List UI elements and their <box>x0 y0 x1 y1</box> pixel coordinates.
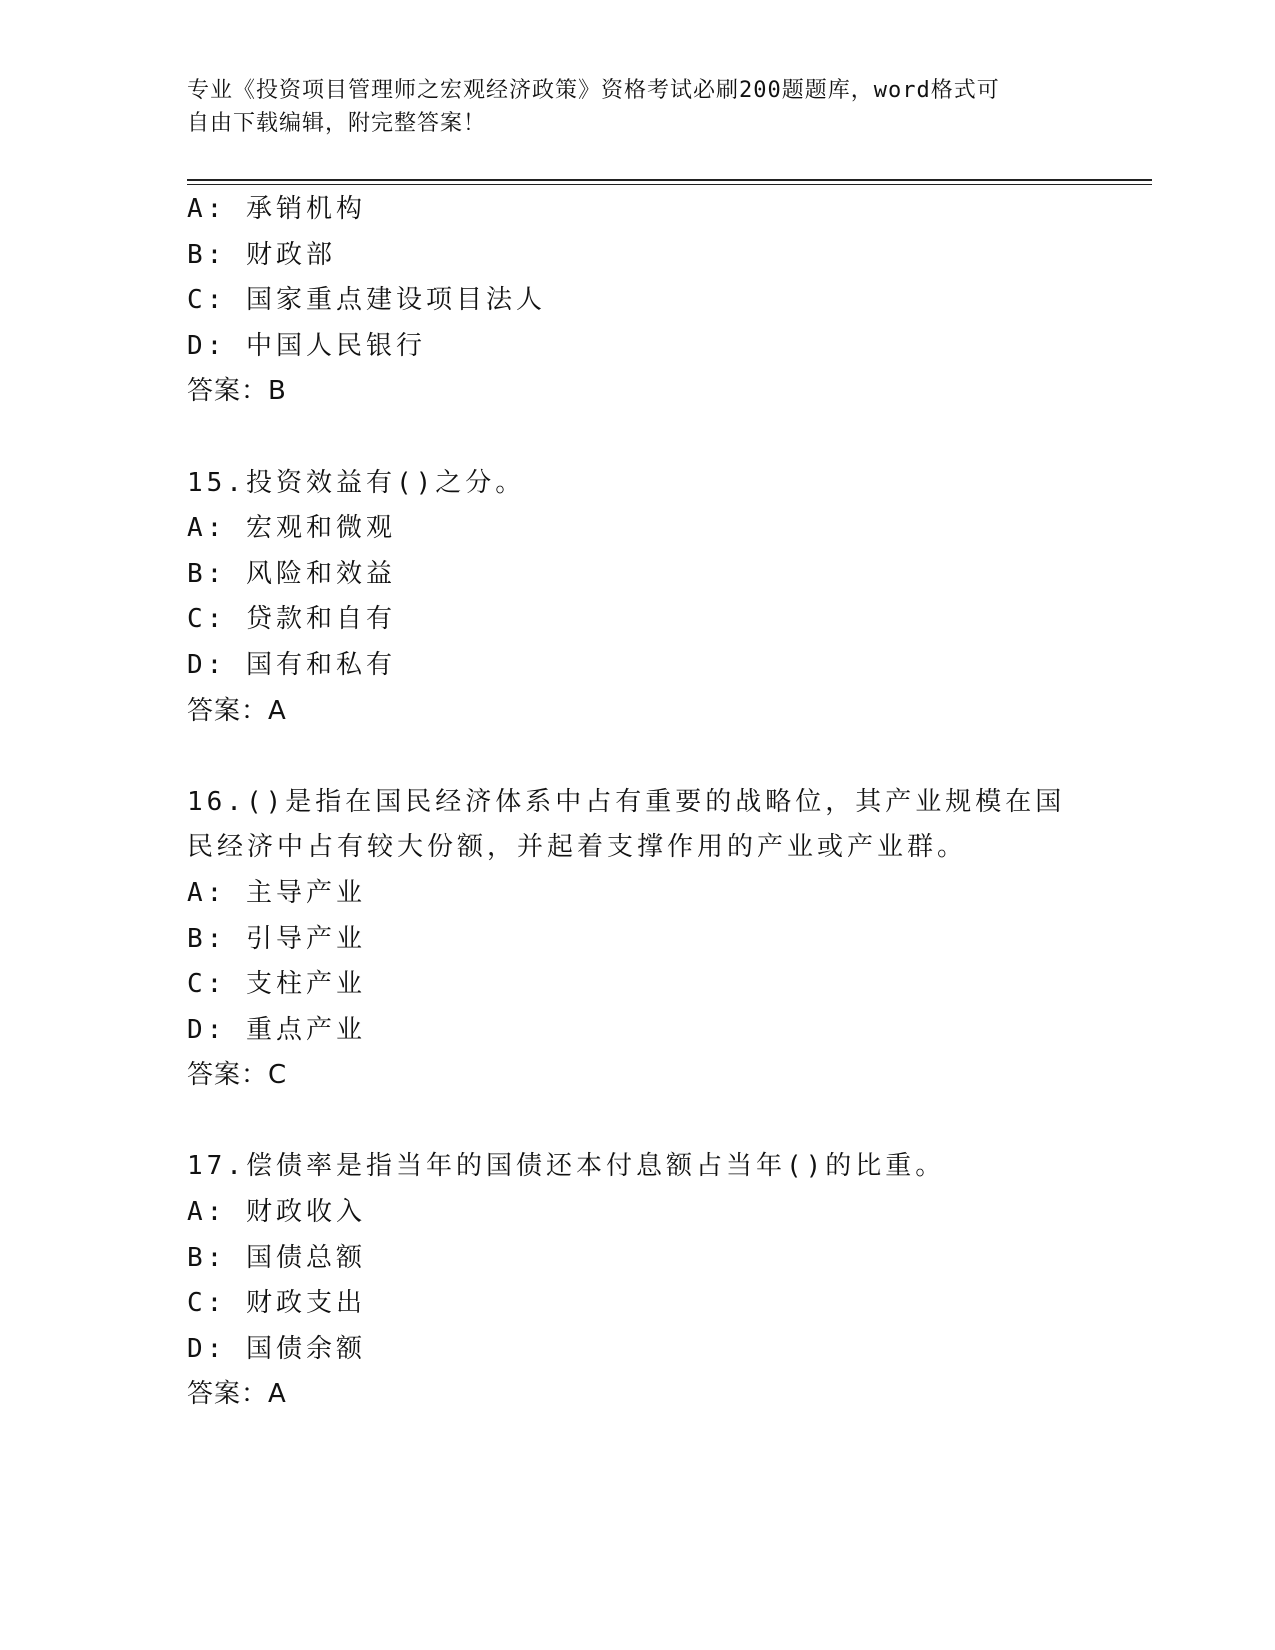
option-b: B: 风险和效益 <box>187 558 396 589</box>
option-a: A: 承销机构 <box>187 194 366 224</box>
question-16 <box>187 780 1087 1099</box>
question-stem: 17.偿债率是指当年的国债还本付息额占当年()的比重。 <box>187 1151 946 1182</box>
option-c: C: 贷款和自有 <box>187 604 396 635</box>
question-17 <box>187 1144 1087 1418</box>
question-list <box>187 187 1087 1418</box>
answer: 答案：B <box>187 376 287 407</box>
option-a: A: 财政收入 <box>187 1197 366 1228</box>
spacer <box>187 1099 1087 1145</box>
option-a: A: 主导产业 <box>187 877 366 908</box>
option-c: C: 财政支出 <box>187 1288 366 1319</box>
option-c: C: 国家重点建设项目法人 <box>187 285 546 316</box>
question-15 <box>187 461 1087 735</box>
spacer <box>187 415 1087 461</box>
answer: 答案：A <box>187 1379 287 1410</box>
option-b: B: 国债总额 <box>187 1242 366 1273</box>
header-line-1: 专业《投资项目管理师之宏观经济政策》资格考试必刷200题题库，word格式可 <box>187 78 1000 103</box>
option-b: B: 财政部 <box>187 239 336 270</box>
question-stem: 15.投资效益有()之分。 <box>187 467 526 498</box>
header-divider-top <box>187 179 1152 181</box>
option-a: A: 宏观和微观 <box>187 513 396 544</box>
option-c: C: 支柱产业 <box>187 969 366 1000</box>
spacer <box>187 734 1087 780</box>
document-header <box>187 74 1087 140</box>
option-b: B: 引导产业 <box>187 923 366 954</box>
header-divider-bottom <box>187 184 1152 185</box>
answer: 答案：A <box>187 695 287 726</box>
option-d: D: 中国人民银行 <box>187 330 426 361</box>
option-d: D: 国有和私有 <box>187 649 396 680</box>
question-14 <box>187 187 1087 415</box>
header-line-2: 自由下载编辑，附完整答案！ <box>187 111 487 136</box>
option-d: D: 重点产业 <box>187 1014 366 1045</box>
question-stem: 16.()是指在国民经济体系中占有重要的战略位，其产业规模在国民经济中占有较大份额，并起着支撑作用的产业或产业群。 <box>187 786 1066 863</box>
option-d: D: 国债余额 <box>187 1333 366 1364</box>
answer: 答案：C <box>187 1060 288 1091</box>
